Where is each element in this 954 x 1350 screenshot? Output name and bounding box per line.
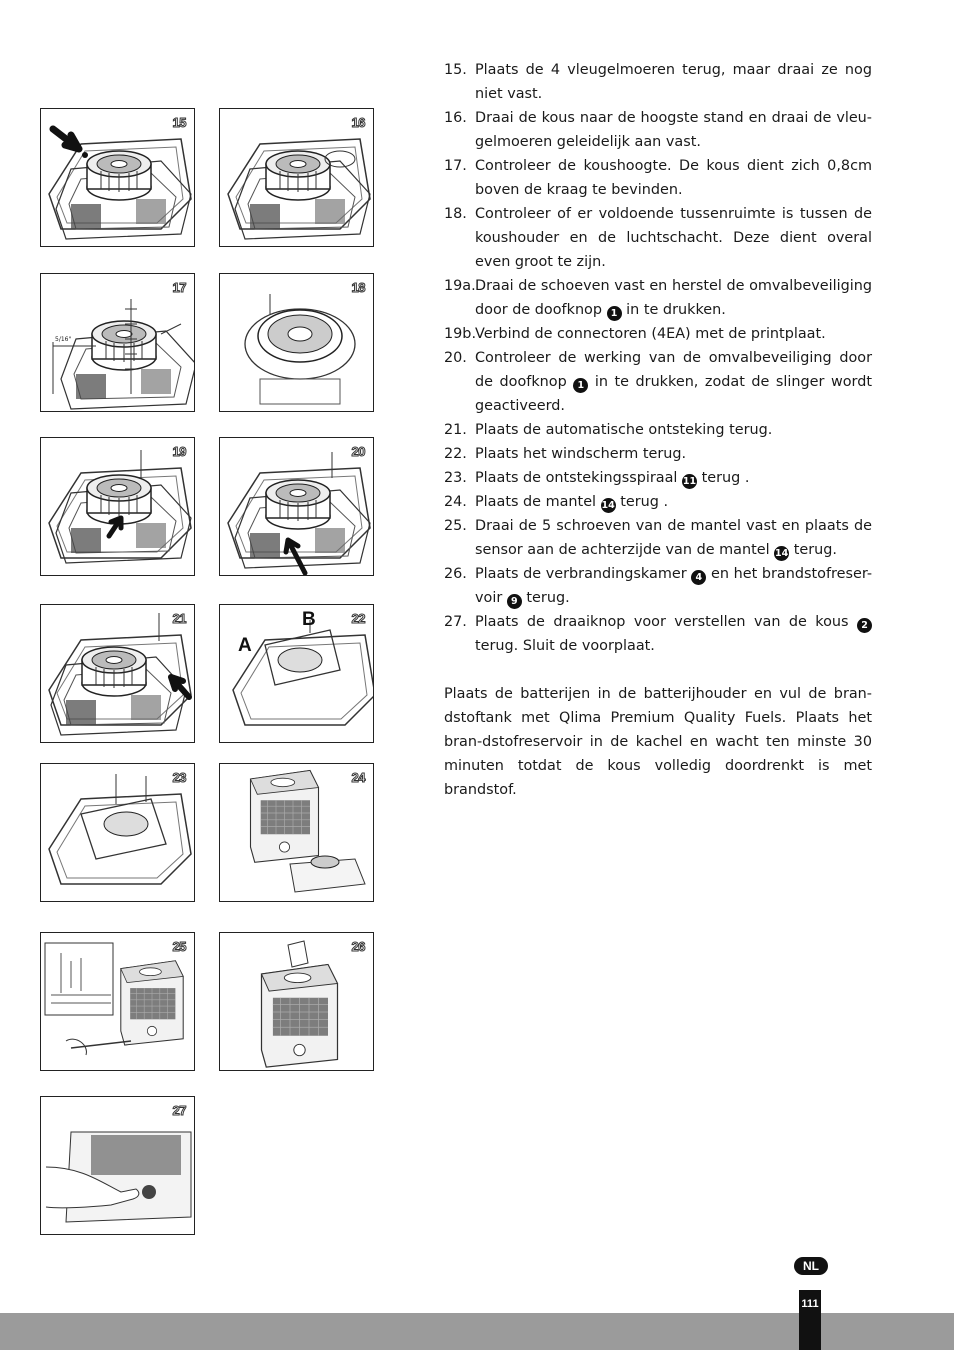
figure-25: [40, 932, 195, 1071]
measurement-label: 5/16": [55, 336, 72, 343]
figure-number: 16: [351, 115, 365, 130]
step-item: 23. Plaats de ontstekingsspiraal 11 terug .: [444, 470, 750, 487]
figure-17: [40, 273, 195, 412]
figure-18: [219, 273, 374, 412]
callout-icon: 1: [573, 378, 588, 393]
page-number: 111: [801, 1298, 819, 1310]
language-badge: NL: [794, 1257, 828, 1275]
callout-icon: 9: [507, 594, 522, 609]
callout-icon: 1: [607, 306, 622, 321]
label-b: B: [302, 609, 316, 630]
figure-24: [219, 763, 374, 902]
step-item: 16. Draai de kous naar de hoogste stand en draai de vleu-gelmoeren geleidelijk aan vast.: [444, 110, 872, 150]
step-item: 19b. Verbind de connectoren (4EA) met de printplaat.: [444, 326, 826, 342]
figure-number: 22: [351, 611, 365, 626]
step-item: 21. Plaats de automatische ontsteking terug.: [444, 422, 773, 438]
step-item: 19a. Draai de schoeven vast en herstel de omvalbeveiliging door de doofknop 1 in te drukken.: [444, 278, 872, 319]
step-item: 17. Controleer de koushoogte. De kous dient zich 0,8cm boven de kraag te bevinden.: [444, 158, 872, 198]
figure-20: [219, 437, 374, 576]
step-item: 25. Draai de 5 schroeven van de mantel vast en plaats de sensor aan de achterzijde van de mantel 14 terug.: [444, 518, 872, 559]
figure-15: [40, 108, 195, 247]
callout-icon: 11: [682, 476, 697, 487]
figure-22: [219, 604, 374, 743]
callout-icon: 4: [691, 570, 706, 585]
figure-number: 24: [351, 770, 365, 785]
figure-21: [40, 604, 195, 743]
closing-paragraph: Plaats de batterijen in de batterijhouder en vul de bran-dstoftank met Qlima Premium Quality Fuels. Plaats het bran-dstofreservoir in de kachel en wacht ten minste 30 minuten totdat de kous volledig doordrenkt is met brandstof.: [444, 686, 872, 798]
figure-number: 27: [172, 1103, 186, 1118]
step-item: 27. Plaats de draaiknop voor verstellen van de kous 2 terug. Sluit de voorplaat.: [444, 610, 872, 658]
figure-number: 25: [172, 939, 186, 954]
callout-icon: 14: [775, 548, 789, 559]
figure-number: 23: [172, 770, 186, 785]
figure-number: 17: [172, 280, 186, 295]
step-item: 15. Plaats de 4 vleugelmoeren terug, maar draai ze nog niet vast.: [444, 62, 872, 102]
step-item: 24. Plaats de mantel 14 terug .: [444, 494, 669, 511]
step-item: 18. Controleer of er voldoende tussenruimte is tussen de koushouder en de luchtschacht. Deze dient overal even groot te zijn.: [444, 206, 872, 270]
figure-number: 18: [351, 280, 365, 295]
step-item: 22. Plaats het windscherm terug.: [444, 446, 687, 462]
step-item: 26. Plaats de verbrandingskamer 4 en het brandstofreser-voir 9 terug.: [444, 566, 873, 607]
figure-26: [219, 932, 374, 1071]
figure-number: 15: [172, 115, 186, 130]
figure-19: [40, 437, 195, 576]
step-item: 20. Controleer de werking van de omvalbeveiliging door de doofknop 1 in te drukken, zodat de slinger wordt geactiveerd.: [444, 350, 872, 414]
label-a: A: [238, 635, 252, 656]
figure-number: 19: [172, 444, 186, 459]
figure-27: [40, 1096, 195, 1235]
figure-number: 20: [351, 444, 365, 459]
figure-16: [219, 108, 374, 247]
callout-icon: 2: [857, 618, 872, 633]
figure-number: 26: [351, 939, 365, 954]
figure-number: 21: [172, 611, 186, 626]
instruction-list: [444, 58, 872, 802]
figure-23: [40, 763, 195, 902]
callout-icon: 14: [601, 500, 615, 511]
